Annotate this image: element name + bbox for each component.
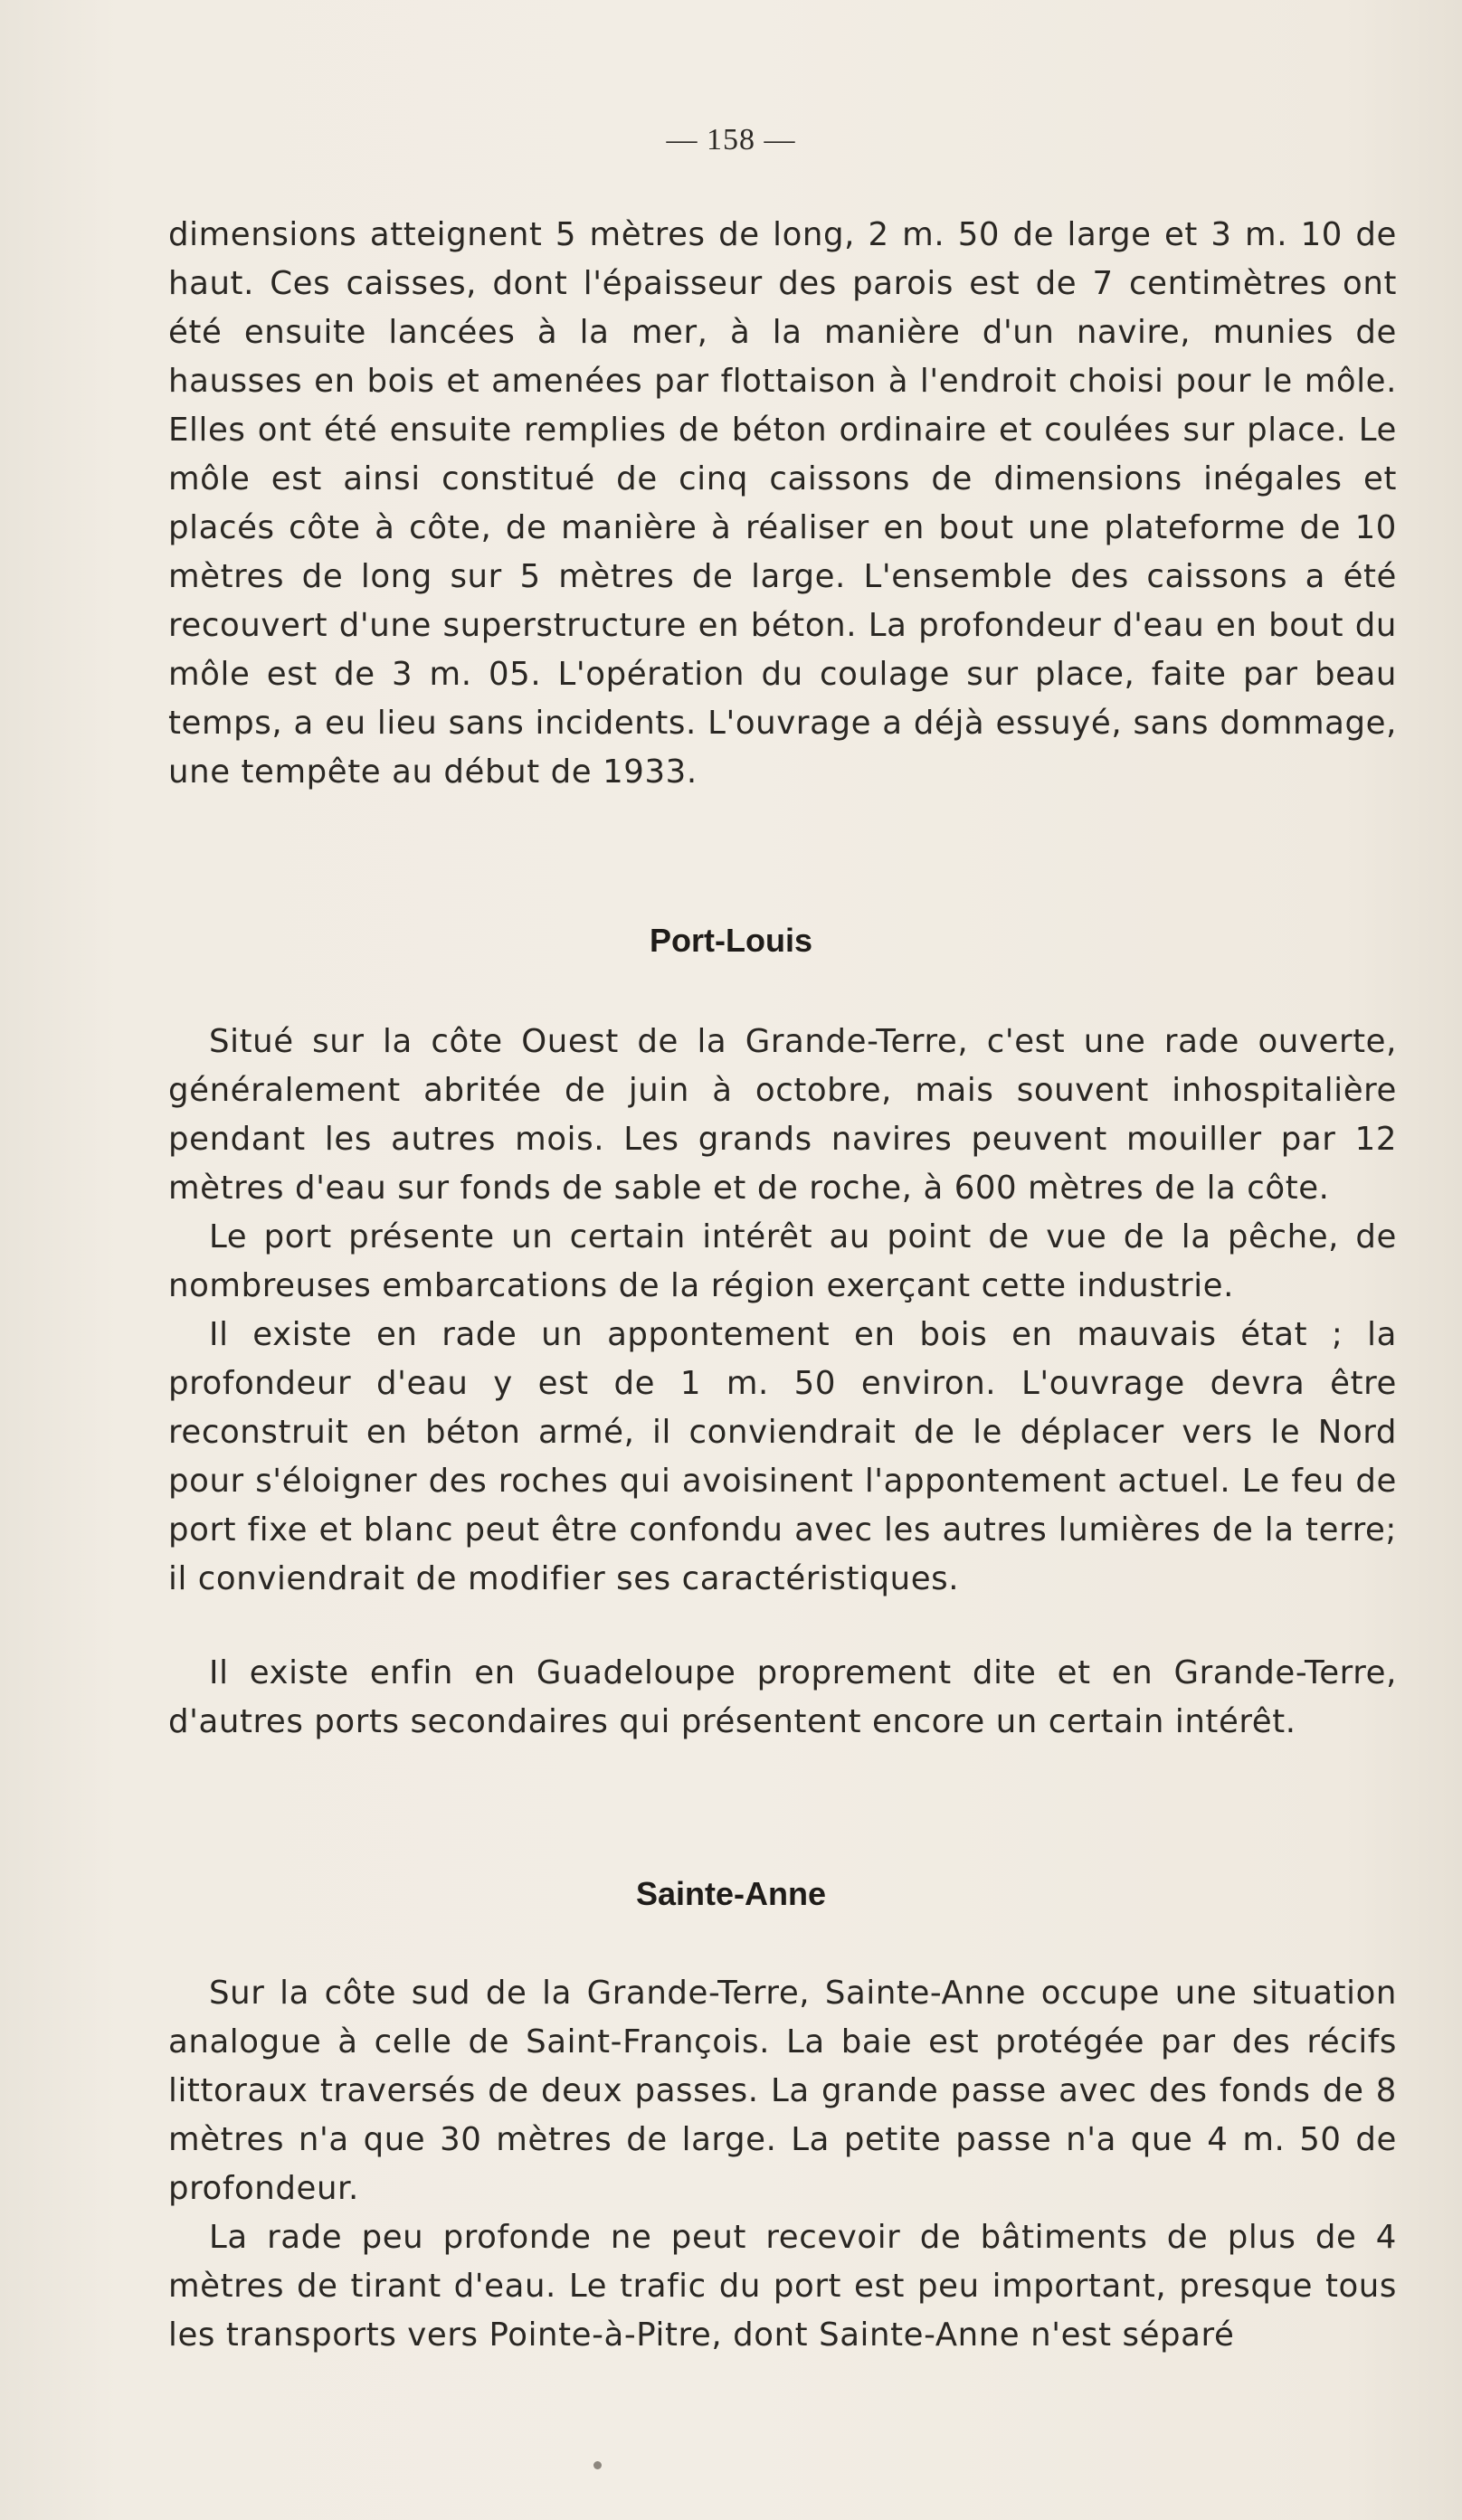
port-louis-paragraph-1: Situé sur la côte Ouest de la Grande-Terre, c'est une rade ouverte, généralement abritée de juin à octobre, mais souvent inhospitalière pendant les autres mois. Les grands navires peuvent mouiller par 12 mètres d'eau sur fonds de sable et de roche, à 600 mètres de la côte. <box>168 1023 1397 1207</box>
port-louis-paragraph-2: Le port présente un certain intérêt au point de vue de la pêche, de nombreuses embarcations de la région exerçant cette industrie. <box>168 1218 1397 1304</box>
section-heading-port-louis: Port-Louis <box>650 922 812 959</box>
port-louis-paragraph-4: Il existe enfin en Guadeloupe proprement dite et en Grande-Terre, d'autres ports secondaires qui présentent encore un certain intérêt. <box>168 1654 1397 1740</box>
port-louis-paragraph-3: Il existe en rade un appontement en bois en mauvais état ; la profondeur d'eau y est de 1 m. 50 environ. L'ouvrage devra être reconstruit en béton armé, il conviendrait de le déplacer vers le Nord pour s'éloigner des roches qui avoisinent l'appontement actuel. Le feu de port fixe et blanc peut être confondu avec les autres lumières de la terre; il conviendrait de modifier ses caractéristiques. <box>168 1316 1397 1597</box>
ink-speck <box>593 2461 602 2469</box>
section-heading-sainte-anne: Sainte-Anne <box>635 1875 827 1912</box>
sainte-anne-text-block <box>168 1969 1397 2360</box>
intro-text-block <box>168 211 1397 797</box>
port-louis-text-block <box>168 1018 1397 1747</box>
sainte-anne-paragraph-2: La rade peu profonde ne peut recevoir de bâtiments de plus de 4 mètres de tirant d'eau. Le trafic du port est peu important, presque tous les transports vers Pointe-à-Pitre, dont Sainte-Anne n'est séparé <box>168 2219 1397 2354</box>
intro-paragraph: dimensions atteignent 5 mètres de long, 2 m. 50 de large et 3 m. 10 de haut. Ces caisses, dont l'épaisseur des parois est de 7 centimètres ont été ensuite lancées à la mer, à la manière d'un navire, munies de hausses en bois et amenées par flottaison à l'endroit choisi pour le môle. Elles ont été ensuite remplies de béton ordinaire et coulées sur place. Le môle est ainsi constitué de cinq caissons de dimensions inégales et placés côte à côte, de manière à réaliser en bout une plateforme de 10 mètres de long sur 5 mètres de large. L'ensemble des caissons a été recouvert d'une superstructure en béton. La profondeur d'eau en bout du môle est de 3 m. 05. L'opération du coulage sur place, faite par beau temps, a eu lieu sans incidents. L'ouvrage a déjà essuyé, sans dommage, une tempête au début de 1933. <box>168 216 1397 791</box>
page-number: — 158 — <box>666 123 796 156</box>
sainte-anne-paragraph-1: Sur la côte sud de la Grande-Terre, Sainte-Anne occupe une situation analogue à celle de Saint-François. La baie est protégée par des récifs littoraux traversés de deux passes. La grande passe avec des fonds de 8 mètres n'a que 30 mètres de large. La petite passe n'a que 4 m. 50 de profondeur. <box>168 1975 1397 2207</box>
